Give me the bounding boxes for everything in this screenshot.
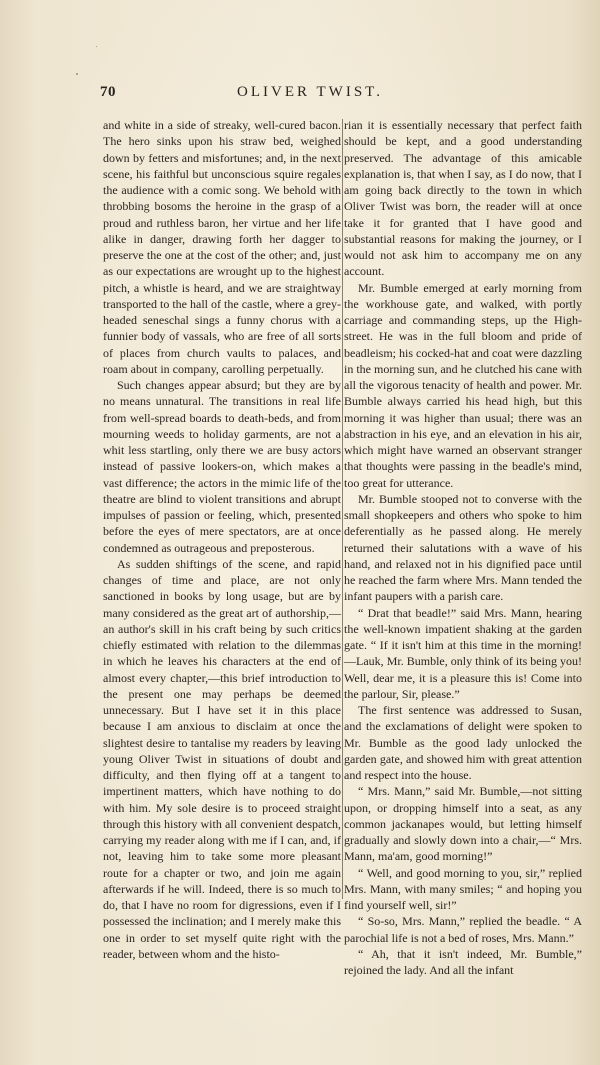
right-text-column bbox=[344, 117, 582, 978]
paragraph: As sudden shiftings of the scene, and rapid changes of time and place, are not only sanctioned in books by long usage, but are by many considered as the great art of authorship,—an author's skill in his craft being by such critics chiefly estimated with relation to the dilemmas in which he leaves his characters at the end of almost every chapter,—this brief introduction to the present one may perhaps be deemed unnecessary. But I have set it in this place because I am anxious to disclaim at once the slightest desire to tantalise my readers by leaving young Oliver Twist in situations of doubt and difficulty, and then flying off at a tangent to impertinent matters, which have nothing to do with him. My sole desire is to proceed straight through this history with all convenient despatch, carrying my reader along with me if I can, and, if not, leaving him to take some more pleasant route for a chapter or two, and join me again afterwards if he will. Indeed, there is so much to do, that I have no room for digressions, even if I possessed the inclination; and I merely make this one in order to set myself quite right with the reader, between whom and the histo- bbox=[103, 556, 341, 961]
paragraph: and white in a side of streaky, well-cured bacon. The hero sinks upon his straw bed, weighed down by fetters and misfortunes; and, in the next scene, his faithful but unconscious squire regales the audience with a comic song. We behold with throbbing bosoms the heroine in the grasp of a proud and ruthless baron, her virtue and her life alike in danger, drawing forth her dagger to preserve the one at the cost of the other; and, just as our expectations are wrought up to the highest pitch, a whistle is heard, and we are straightway transported to the hall of the castle, where a grey-headed seneschal sings a funny chorus with a funnier body of vassals, who are free of all sorts of places from church vaults to palaces, and roam about in company, carolling perpetually. bbox=[103, 118, 341, 376]
paragraph: The first sentence was addressed to Susan, and the exclamations of delight were spoken to Mr. Bumble as the good lady unlocked the garden gate, and showed him with great attention and respect into the house. bbox=[344, 703, 582, 782]
page-header bbox=[100, 84, 520, 106]
paragraph: “ Ah, that it isn't indeed, Mr. Bumble,” rejoined the lady. And all the infant bbox=[344, 946, 582, 977]
paragraph: rian it is essentially necessary that perfect faith should be kept, and a good understanding preserved. The advantage of this amicable explanation is, that when I say, as I do now, that I am going back directly to the town in which Oliver Twist was born, the reader will at once take it for granted that I have good and substantial reasons for making the journey, or I would not ask him to accompany me on any account. bbox=[344, 118, 582, 279]
paragraph: “ Drat that beadle!” said Mrs. Mann, hearing the well-known impatient shaking at the garden gate. “ If it isn't him at this time in the morning!—Lauk, Mr. Bumble, only think of its being you! Well, dear me, it is a pleasure this is! Come into the parlour, Sir, please.” bbox=[344, 605, 582, 701]
paragraph: Mr. Bumble emerged at early morning from the workhouse gate, and walked, with portly carriage and commanding steps, up the High-street. He was in the full bloom and pride of beadleism; his cocked-hat and coat were dazzling in the morning sun, and he clutched his cane with all the vigorous tenacity of health and power. Mr. Bumble always carried his head high, but this morning it was higher than usual; there was an abstraction in his eye, and an elevation in his air, which might have warned an observant stranger that thoughts were passing in the beadle's mind, too great for utterance. bbox=[344, 280, 582, 490]
paper-speck bbox=[76, 73, 78, 75]
paragraph: Mr. Bumble stooped not to converse with the small shopkeepers and others who spoke to him deferentially as he passed along. He merely returned their salutations with a wave of his hand, and relaxed not in his dignified pace until he reached the farm where Mrs. Mann tended the infant paupers with a parish care. bbox=[344, 491, 582, 604]
column-divider bbox=[342, 119, 343, 899]
left-text-column bbox=[103, 117, 341, 962]
page-number: 70 bbox=[100, 84, 116, 100]
paragraph: “ So-so, Mrs. Mann,” replied the beadle. “ A parochial life is not a bed of roses, Mrs. Mann.” bbox=[344, 914, 582, 945]
paragraph: “ Well, and good morning to you, sir,” replied Mrs. Mann, with many smiles; “ and hoping you find yourself well, sir!” bbox=[344, 865, 582, 912]
running-head: OLIVER TWIST. bbox=[237, 84, 383, 100]
paragraph: “ Mrs. Mann,” said Mr. Bumble,—not sitting upon, or dropping himself into a seat, as any common jackanapes would, but letting himself gradually and slowly down into a chair,—“ Mrs. Mann, ma'am, good morning!” bbox=[344, 784, 582, 864]
paragraph: Such changes appear absurd; but they are by no means unnatural. The transitions in real life from well-spread boards to death-beds, and from mourning weeds to holiday garments, are not a whit less startling, only there we are busy actors instead of passive lookers-on, which makes a vast difference; the actors in the mimic life of the theatre are blind to violent transitions and abrupt impulses of passion or feeling, which, presented before the eyes of mere spectators, are at once condemned as outrageous and preposterous. bbox=[103, 378, 341, 555]
paper-speck bbox=[96, 46, 97, 47]
